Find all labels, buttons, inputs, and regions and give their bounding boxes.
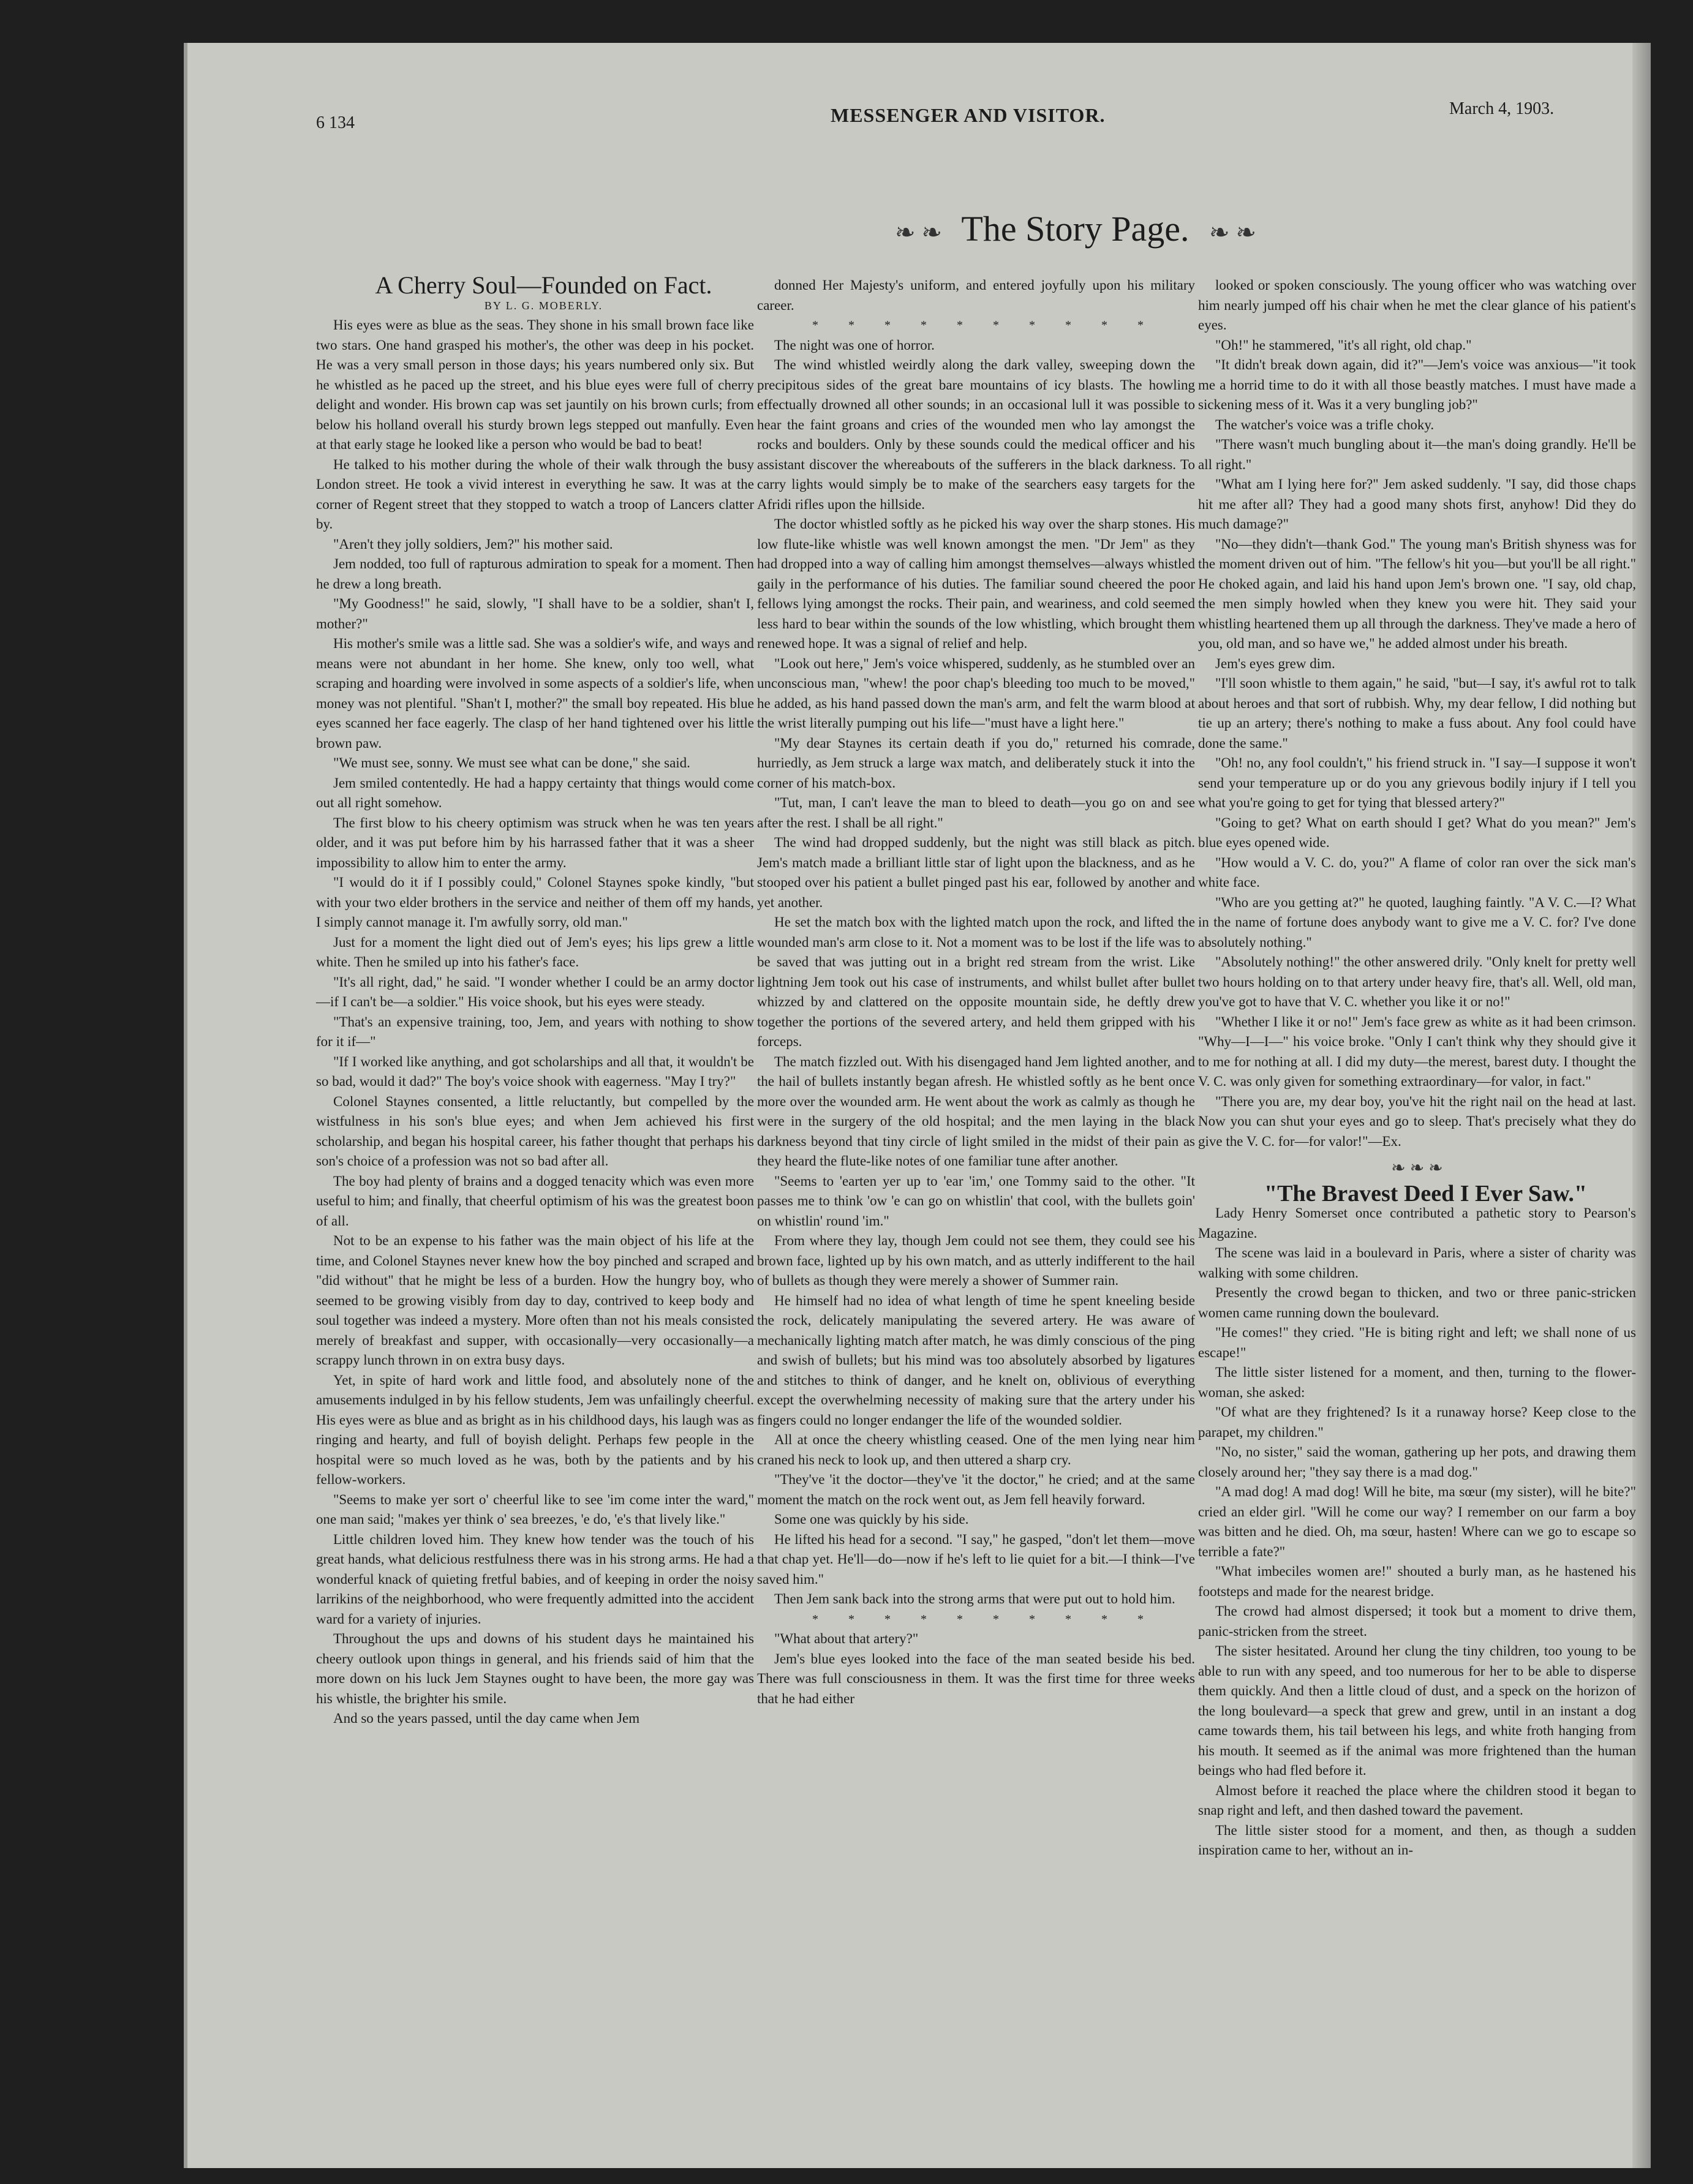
paragraph: Lady Henry Somerset once contributed a pathetic story to Pearson's Magazine. bbox=[1198, 1205, 1636, 1241]
paragraph: "They've 'it the doctor—they've 'it the doctor," he cried; and at the same moment the match on the rock went out, as Jem fell heavily forward. bbox=[757, 1472, 1195, 1507]
section-title-text: The Story Page. bbox=[961, 209, 1190, 249]
paragraph: "There wasn't much bungling about it—the man's doing grandly. He'll be all right." bbox=[1198, 437, 1636, 472]
paragraph: "Look out here," Jem's voice whispered, suddenly, as he stumbled over an unconscious man, "whew! the poor chap's bleeding too much to be moved," he added, as his hand passed down the man's arm, and felt the warm blood at the wrist literally pumping out his life—"must have a light here." bbox=[757, 655, 1195, 731]
paragraph: And so the years passed, until the day came when Jem bbox=[333, 1711, 640, 1726]
paragraph: Jem's eyes grew dim. bbox=[1215, 655, 1335, 671]
paragraph: From where they lay, though Jem could not see them, they could see his brown face, lighted up by his own match, and as utterly indifferent to the hail of bullets as though they were merely a shower of Summer rain. bbox=[757, 1233, 1195, 1288]
paragraph: The sister hesitated. Around her clung the tiny children, too young to be able to run with any speed, and too numerous for her to be able to disperse them quickly. And then a little cloud of dust, and a speck on the horizon of the long boulevard—a speck that grew and grew, until in an instant a dog came towards them, his tail between his legs, and white froth hanging from his mouth. It seemed as if the animal was more frightened than the human beings who had fled before it. bbox=[1198, 1643, 1636, 1778]
paragraph: "What am I lying here for?" Jem asked suddenly. "I say, did those chaps hit me after all? They had a good many shots first, anyhow! Did they do much damage?" bbox=[1198, 476, 1636, 532]
paragraph: donned Her Majesty's uniform, and entered joyfully upon his military career. bbox=[757, 277, 1195, 313]
paragraph: His eyes were as blue as the seas. They shone in his small brown face like two stars. One hand grasped his mother's, the other was deep in his pocket. He was a very small person in those days; his years numbered only six. But he whistled as he paced up the street, and his blue eyes were full of cherry delight and wonder. His brown cap was set jauntily on his brown curls; from below his holland overall his sturdy brown legs stepped out manfully. Even at that early stage he looked like a person who would be bad to beat! bbox=[316, 317, 754, 452]
paragraph: All at once the cheery whistling ceased. One of the men lying near him craned his neck to look up, and then uttered a sharp cry. bbox=[757, 1432, 1195, 1467]
story-2-title: "The Bravest Deed I Ever Saw." bbox=[1264, 1180, 1588, 1207]
paragraph: "I'll soon whistle to them again," he said, "but—I say, it's awful rot to talk about heroes and that sort of rubbish. Why, my dear fellow, I did nothing but tie up an artery; there's nothing to make a fuss about. Any fool could have done the same." bbox=[1198, 676, 1636, 751]
paragraph: "My dear Staynes its certain death if you do," returned his comrade, hurriedly, as Jem struck a large wax match, and deliberately stuck it into the corner of his match-box. bbox=[757, 735, 1195, 791]
paragraph: The crowd had almost dispersed; it took but a moment to drive them, panic-stricken from the street. bbox=[1198, 1603, 1636, 1639]
paragraph: He lifted his head for a second. "I say," he gasped, "don't let them—move that chap yet. He'll—do—now if he's left to lie quiet for a bit.—I think—I've saved him." bbox=[757, 1531, 1195, 1587]
paragraph: Jem nodded, too full of rapturous admiration to speak for a moment. Then he drew a long breath. bbox=[316, 556, 754, 592]
column-1-text bbox=[316, 315, 754, 1729]
paragraph: "He comes!" they cried. "He is biting right and left; we shall none of us escape!" bbox=[1198, 1325, 1636, 1360]
paragraph: The little sister listened for a moment, and then, turning to the flower-woman, she asked: bbox=[1198, 1365, 1636, 1400]
column-3 bbox=[1198, 276, 1636, 1861]
story-byline: BY L. G. MOBERLY. bbox=[484, 299, 603, 312]
paragraph: Presently the crowd began to thicken, and two or three panic-stricken women came running down the boulevard. bbox=[1198, 1285, 1636, 1320]
column-1 bbox=[316, 271, 754, 1729]
page-number: 6 134 bbox=[316, 113, 355, 132]
paragraph: The wind had dropped suddenly, but the night was still black as pitch. Jem's match made a brilliant little star of light upon the blackness, and as he stooped over his patient a bullet pinged past his ear, followed by another and yet another. bbox=[757, 835, 1195, 910]
paragraph: The night was one of horror. bbox=[774, 337, 935, 353]
story-2-text bbox=[1198, 1203, 1636, 1861]
paragraph: "There you are, my dear boy, you've hit the right nail on the head at last. Now you can shut your eyes and go to sleep. That's precisely what they do give the V. C. for—for valor!"—Ex. bbox=[1198, 1093, 1636, 1149]
paragraph: Throughout the ups and downs of his student days he maintained his cheery outlook upon things in general, and his friends said of him that the more down on his luck Jem Staynes ought to have been, the more gay was his whistle, the brighter his smile. bbox=[316, 1631, 754, 1706]
paragraph: "No—they didn't—thank God." The young man's British shyness was for the moment driven out of him. "The fellow's hit you—but you'll be all right." He choked again, and laid his hand upon Jem's brown one. "I say, old chap, the men simply howled when they knew you were hit. They said your whistling heartened them up all through the darkness. They've made a hero of you, old man, and so have we," he added almost under his breath. bbox=[1198, 536, 1636, 651]
paragraph: "What imbeciles women are!" shouted a burly man, as he hastened his footsteps and made for the nearest bridge. bbox=[1198, 1564, 1636, 1599]
paragraph: Colonel Staynes consented, a little reluctantly, but compelled by the wistfulness in his son's blue eyes; and when Jem achieved his first scholarship, and began his hospital career, his father thought that perhaps his son's choice of a profession was not so bad after all. bbox=[316, 1093, 754, 1169]
paragraph: Jem smiled contentedly. He had a happy certainty that things would come out all right somehow. bbox=[316, 775, 754, 810]
paragraph: The match fizzled out. With his disengaged hand Jem lighted another, and the hail of bullets instantly began afresh. He whistled softly as he bent once more over the wounded arm. He went about the work as calmly as though he were in the surgery of the old hospital; and the men laying in the black darkness beyond that tiny circle of light smiled in the midst of their pain as they heard the flute-like notes of one familiar tune after another. bbox=[757, 1053, 1195, 1169]
paragraph: Some one was quickly by his side. bbox=[774, 1512, 969, 1527]
column-2-text bbox=[757, 276, 1195, 1709]
paragraph: Not to be an expense to his father was the main object of his life at the time, and Colonel Staynes never knew how the boy pinched and scraped and "did without" that he might be less of a burden. How the hungry boy, who seemed to be growing visibly from day to day, contrived to keep body and soul together was indeed a mystery. More often than not his meals consisted merely of breakfast and supper, with occasionally—very occasionally—a scrappy lunch thrown in on extra busy days. bbox=[316, 1233, 754, 1368]
paragraph: "How would a V. C. do, you?" A flame of color ran over the sick man's white face. bbox=[1198, 854, 1636, 890]
paragraph: "A mad dog! A mad dog! Will he bite, ma sœur (my sister), will he bite?" cried an elder girl. "Will he come our way? I remember on our farm a boy was bitten and he died. Oh, ma sœur, hasten! Where can we go to escape so terrible a fate?" bbox=[1198, 1484, 1636, 1559]
paragraph: The doctor whistled softly as he picked his way over the sharp stones. His low flute-like whistle was well known amongst the men. "Dr Jem" as they had dropped into a way of calling him amongst themselves—always whistled gaily in the performance of his duties. The familiar sound cheered the poor fellows lying amongst the rocks. Their pain, and weariness, and cold seemed less hard to bear within the sounds of the low whistling, which brought them renewed hope. It was a signal of relief and help. bbox=[757, 516, 1195, 651]
paragraph: "My Goodness!" he said, slowly, "I shall have to be a soldier, shan't I, mother?" bbox=[316, 596, 754, 631]
paragraph: "Seems to 'earten yer up to 'ear 'im,' one Tommy said to the other. "It passes me to think 'ow 'e can go on whistlin' that cool, with the bullets goin' on whistlin' round 'im." bbox=[757, 1173, 1195, 1229]
paragraph: Jem's blue eyes looked into the face of the man seated beside his bed. There was full consciousness in them. It was the first time for three weeks that he had either bbox=[757, 1651, 1195, 1706]
paragraph: He set the match box with the lighted match upon the rock, and lifted the wounded man's arm close to it. Not a moment was to be lost if the life was to be saved that was jutting out in a bright red stream from the wrist. Like lightning Jem took out his case of instruments, and whilst bullet after bullet whizzed by and clattered on the opposite mountain side, he deftly drew together the portions of the severed artery, and held them gripped with his forceps. bbox=[757, 914, 1195, 1049]
paragraph: "Of what are they frightened? Is it a runaway horse? Keep close to the parapet, my children." bbox=[1198, 1404, 1636, 1440]
paragraph: "Aren't they jolly soldiers, Jem?" his mother said. bbox=[333, 536, 613, 552]
paragraph: The scene was laid in a boulevard in Paris, where a sister of charity was walking with some children. bbox=[1198, 1245, 1636, 1281]
fleuron-ornament-right: ❧ ❧ bbox=[1209, 219, 1257, 246]
paragraph: "Seems to make yer sort o' cheerful like to see 'im come inter the ward," one man said; "makes yer think o' sea breezes, 'e do, 'e's that lively like." bbox=[316, 1491, 754, 1527]
paragraph: "It's all right, dad," he said. "I wonder whether I could be an army doctor—if I can't be—a soldier." His voice shook, but his eyes were steady. bbox=[316, 974, 754, 1009]
paragraph: Then Jem sank back into the strong arms that were put out to hold him. bbox=[774, 1591, 1175, 1606]
issue-date: March 4, 1903. bbox=[1449, 99, 1555, 118]
paragraph: "Tut, man, I can't leave the man to bleed to death—you go on and see after the rest. I shall be all right." bbox=[757, 795, 1195, 830]
paragraph: Little children loved him. They knew how tender was the touch of his great hands, what delicious restfulness there was in his strong arms. He had a wonderful knack of quieting fretful babies, and of keeping in order the noisy larrikins of the neighborhood, who were frequently admitted into the accident ward for a variety of injuries. bbox=[316, 1531, 754, 1627]
section-break-stars: * * * * * * * * * * bbox=[812, 1612, 1157, 1626]
paragraph: "Whether I like it or no!" Jem's face grew as white as it had been crimson. "Why—I—I—" his voice broke. "Only I can't think why they should give it to me for nothing at all. I did my duty—the merest, barest duty. I thought the V. C. was only given for something extraordinary—for valor, in fact." bbox=[1198, 1014, 1636, 1089]
fleuron-ornament-left: ❧ ❧ bbox=[894, 219, 942, 246]
newspaper-page bbox=[184, 43, 1651, 2168]
paragraph: The little sister stood for a moment, and then, as though a sudden inspiration came to her, without an in- bbox=[1198, 1822, 1636, 1858]
section-title bbox=[800, 208, 1351, 249]
paragraph: Almost before it reached the place where the children stood it began to snap right and left, and then dashed toward the pavement. bbox=[1198, 1782, 1636, 1818]
paragraph: He himself had no idea of what length of time he spent kneeling beside the rock, delicately manipulating the severed artery. He was aware of mechanically lighting match after match, he was dimly conscious of the ping and swish of bullets; but his mind was too absolutely absorbed by ligatures and stitches to think of danger, and he knelt on, oblivious of everything except the overwhelming necessity of making sure that the artery under his fingers could no longer endanger the life of the wounded soldier. bbox=[757, 1292, 1195, 1428]
paragraph: "If I worked like anything, and got scholarships and all that, it wouldn't be so bad, would it dad?" The boy's voice shook with eagerness. "May I try?" bbox=[316, 1053, 754, 1089]
column-2 bbox=[757, 276, 1195, 1709]
paragraph: "No, no sister," said the woman, gathering up her pots, and drawing them closely around her; "they say there is a mad dog." bbox=[1198, 1444, 1636, 1480]
paragraph: He talked to his mother during the whole of their walk through the busy London street. He took a vivid interest in everything he saw. It was at the corner of Regent street that they stopped to watch a troop of Lancers clatter by. bbox=[316, 456, 754, 532]
paragraph: The watcher's voice was a trifle choky. bbox=[1215, 416, 1435, 432]
paragraph: "Oh! no, any fool couldn't," his friend struck in. "I say—I suppose it won't send your temperature up or do you any grievous bodily injury if I tell you what you're going to get for tying that blessed artery?" bbox=[1198, 755, 1636, 810]
paragraph: "Oh!" he stammered, "it's all right, old chap." bbox=[1215, 337, 1472, 353]
paragraph: The boy had plenty of brains and a dogged tenacity which was even more useful to him; and finally, that cheerful optimism of his was the greatest boon of all. bbox=[316, 1173, 754, 1229]
paragraph: His mother's smile was a little sad. She was a soldier's wife, and ways and means were not abundant in her home. She knew, only too well, what scraping and hoarding were involved in some aspects of a soldier's life, when money was not plentiful. "Shan't I, mother?" the small boy repeated. His blue eyes scanned her face eagerly. The clasp of her hand tightened over his little brown paw. bbox=[316, 636, 754, 751]
paragraph: "We must see, sonny. We must see what can be done," she said. bbox=[333, 755, 690, 770]
fleuron-divider: ❧ ❧ ❧ bbox=[1391, 1159, 1443, 1178]
paragraph: "Absolutely nothing!" the other answered drily. "Only knelt for pretty well two hours holding on to that artery under heavy fire, that's all. Well, old man, you've got to have that V. C. whether you like it or no!" bbox=[1198, 954, 1636, 1009]
column-3-text bbox=[1198, 276, 1636, 1151]
paragraph: The wind whistled weirdly along the dark valley, sweeping down the precipitous sides of the great bare mountains of icy blasts. The howling effectually drowned all other sounds; in an occasional lull it was possible to hear the faint groans and cries of the wounded men who lay amongst the rocks and boulders. Only by these sounds could the medical officer and his assistant discover the whereabouts of the sufferers in the black darkness. To carry lights would simply be to make of the searchers easy targets for the Afridi rifles upon the hillside. bbox=[757, 357, 1195, 512]
masthead: MESSENGER AND VISITOR. bbox=[831, 104, 1106, 126]
paragraph: "Going to get? What on earth should I get? What do you mean?" Jem's blue eyes opened wide. bbox=[1198, 815, 1636, 850]
story-title: A Cherry Soul—Founded on Fact. bbox=[375, 271, 712, 299]
section-break-stars: * * * * * * * * * * bbox=[812, 318, 1157, 332]
paragraph: The first blow to his cheery optimism was struck when he was ten years older, and it was put before him by his harrassed father that it was a sheer impossibility to allow him to enter the army. bbox=[316, 815, 754, 870]
paragraph: "I would do it if I possibly could," Colonel Staynes spoke kindly, "but with your two elder brothers in the service and neither of them off my hands, I simply cannot manage it. I'm awfully sorry, old man." bbox=[316, 875, 754, 930]
paragraph: Yet, in spite of hard work and little food, and absolutely none of the amusements indulged in by his fellow students, Jem was unfailingly cheerful. His eyes were as blue and as bright as in his childhood days, his laugh was as ringing and hearty, and full of boyish delight. Perhaps few people in the hospital were so much loved as he was, both by the patients and by his fellow-workers. bbox=[316, 1372, 754, 1487]
paragraph: "That's an expensive training, too, Jem, and years with nothing to show for it if—" bbox=[316, 1014, 754, 1049]
paragraph: looked or spoken consciously. The young officer who was watching over him nearly jumped off his chair when he met the clear glance of his patient's eyes. bbox=[1198, 277, 1636, 333]
paragraph: "It didn't break down again, did it?"—Jem's voice was anxious—"it took me a horrid time to do it with all those beastly matches. I must have made a sickening mess of it. Was it a very bungling job?" bbox=[1198, 357, 1636, 412]
paragraph: Just for a moment the light died out of Jem's eyes; his lips grew a little white. Then he smiled up into his father's face. bbox=[316, 934, 754, 970]
paragraph: "What about that artery?" bbox=[774, 1631, 919, 1646]
paragraph: "Who are you getting at?" he quoted, laughing faintly. "A V. C.—I? What in the name of fortune does anybody want to give me a V. C. for? I've done absolutely nothing." bbox=[1198, 894, 1636, 950]
